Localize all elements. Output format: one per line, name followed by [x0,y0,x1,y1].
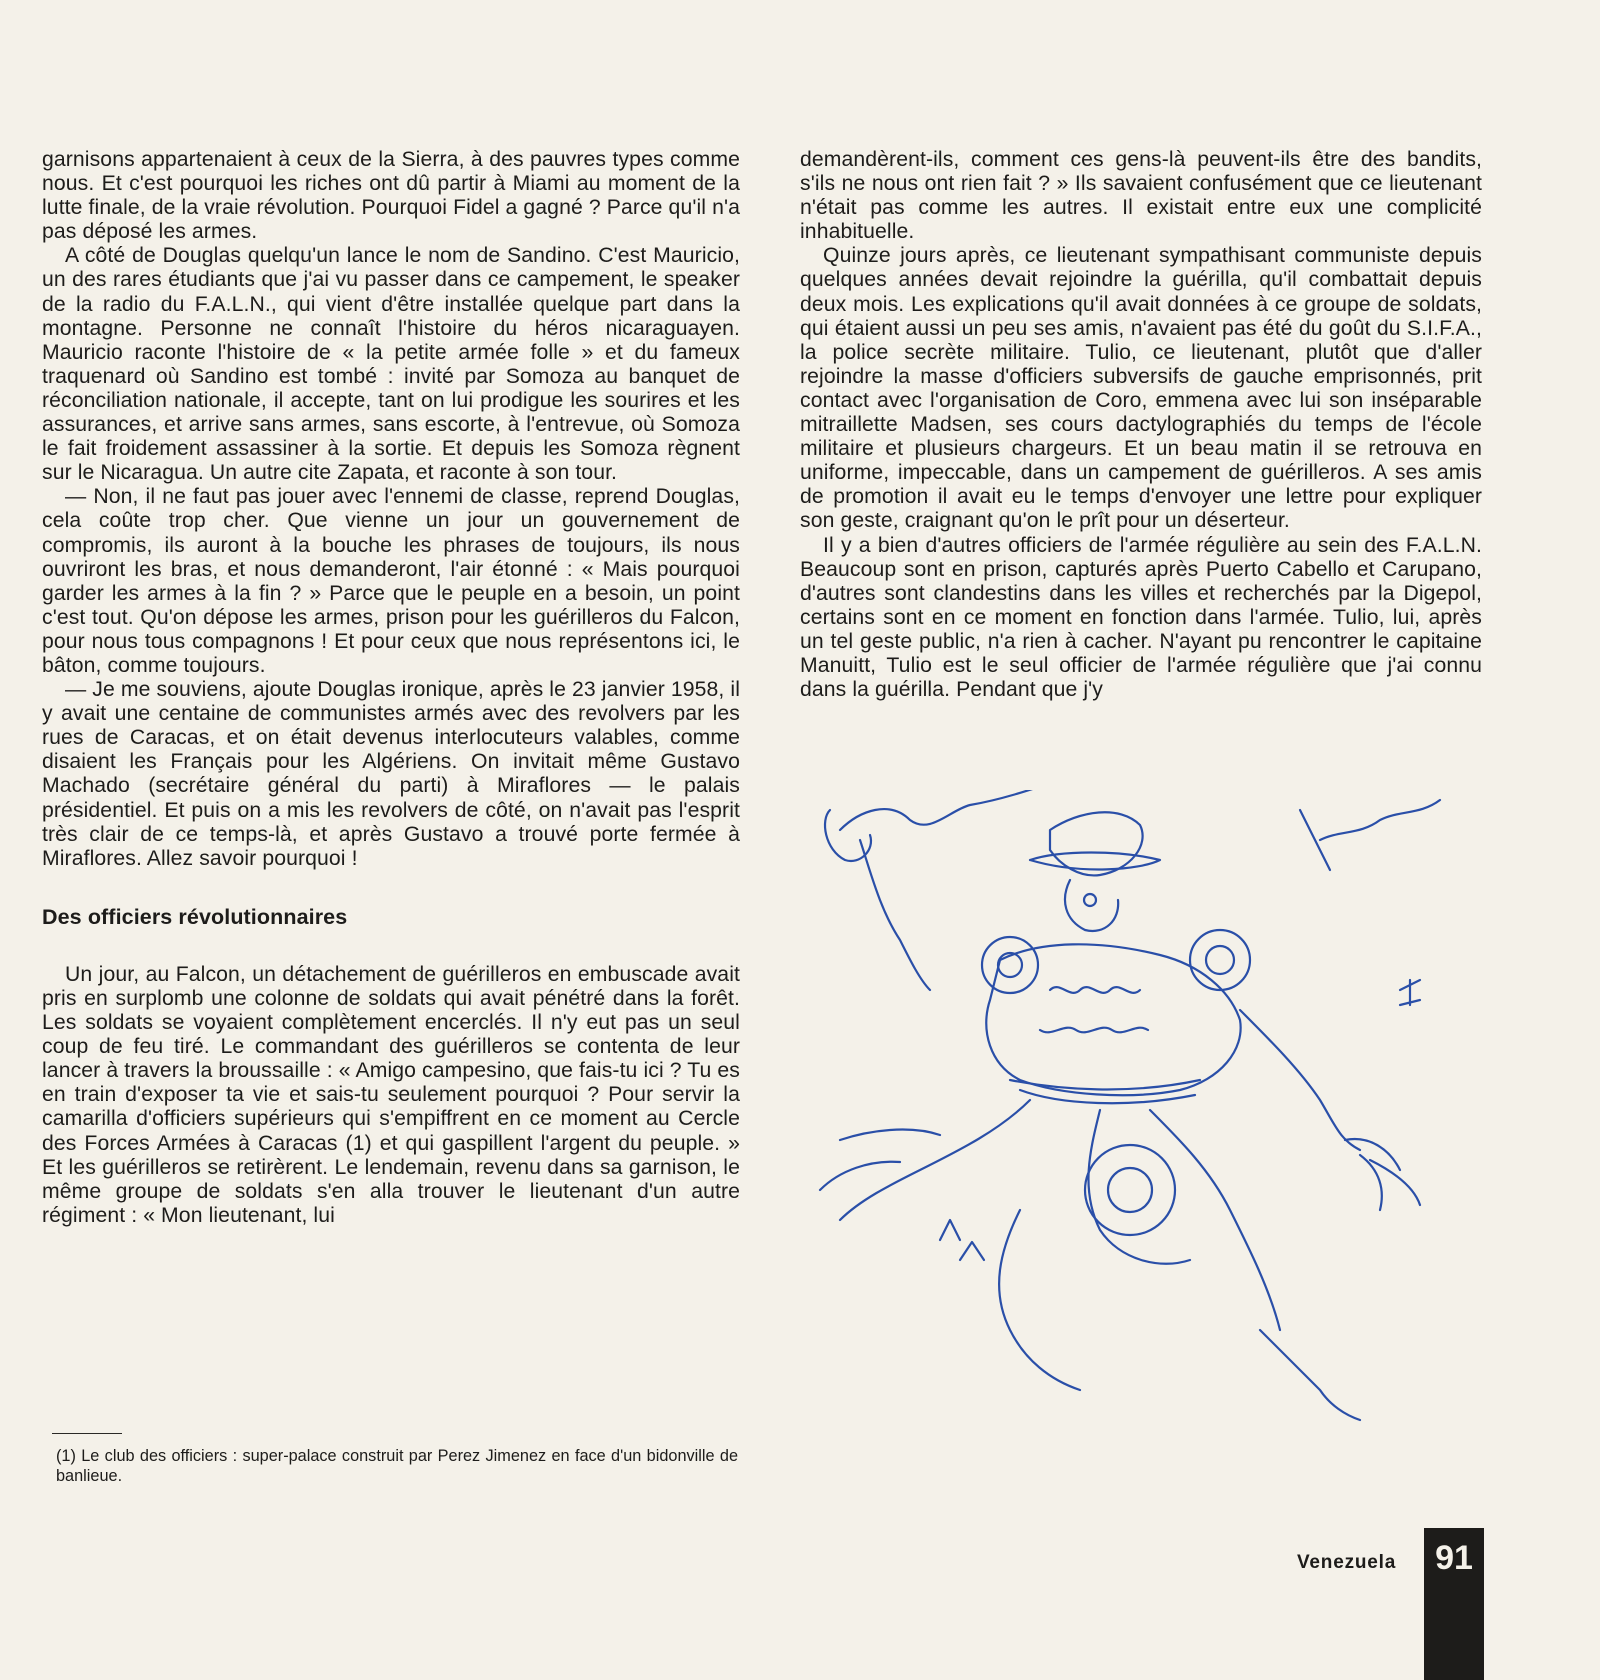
paragraph: — Je me souviens, ajoute Douglas ironique, après le 23 janvier 1958, il y avait une centaine de communistes armés avec des revolvers par les rues de Caracas, et on était devenus interlocuteurs valables, comme disaient les Français pour les Algériens. On invitait même Gustavo Machado (secrétaire général du parti) à Miraflores — le palais présidentiel. Et puis on a mis les revolvers de côté, on n'avait pas l'esprit très clair de ce temps-là, et après Gustavo a trouvé porte fermée à Miraflores. Allez savoir pourquoi ! [42,678,740,870]
footnote-divider [52,1433,122,1434]
paragraph: Il y a bien d'autres officiers de l'armée régulière au sein des F.A.L.N. Beaucoup sont en prison, capturés après Puerto Cabello et Carupano, d'autres sont clandestins dans les villes et recherchés par la Digepol, certains sont en ce moment en fonction dans l'armée. Tulio, lui, après un tel geste public, n'a rien à cacher. N'ayant pu rencontrer le capitaine Manuitt, Tulio est le seul officier de l'armée régulière que j'ai connu dans la guérilla. Pendant que j'y [800,533,1482,702]
section-heading: Des officiers révolutionnaires [42,904,348,929]
paragraph: Un jour, au Falcon, un détachement de guérilleros en embuscade avait pris en surplomb une colonne de soldats qui avait pénétré dans la forêt. Les soldats se voyaient complètement encerclés. Il n'y eut pas un seul coup de feu tiré. Le commandant des guérilleros se contenta de leur lancer à travers la broussaille : « Amigo campesino, que fais-tu ici ? Tu es en train d'exposer ta vie et sais-tu seulement pourquoi ? Pour servir la camarilla d'officiers supérieurs qui s'empiffrent en ce moment au Cercle des Forces Armées à Caracas (1) et qui gaspillent l'argent du peuple. » Et les guérilleros se retirèrent. Le lendemain, revenu dans sa garnison, le même groupe de soldats s'en alla trouver le lieutenant d'un autre régiment : « Mon lieutenant, lui [42,962,740,1227]
paragraph: garnisons appartenaient à ceux de la Sierra, à des pauvres types comme nous. Et c'est pourquoi les riches ont dû partir à Miami au moment de la lutte finale, de la vraie révolution. Pourquoi Fidel a gagné ? Parce qu'il n'a pas déposé les armes. [42,148,740,244]
section-label: Venezuela [1297,1552,1397,1573]
paragraph: demandèrent-ils, comment ces gens-là peuvent-ils être des bandits, s'ils ne nous ont rien fait ? » Ils savaient confusément que ce lieutenant n'était pas comme les autres. Il existait entre eux une complicité inhabituelle. [800,148,1482,244]
left-column [42,148,740,1228]
page-number: 91 [1435,1539,1473,1577]
paragraph: Quinze jours après, ce lieutenant sympathisant communiste depuis quelques années devait rejoindre la guérilla, qu'il combattait depuis deux mois. Les explications qu'il avait données à ce groupe de soldats, qui étaient aussi un peu ses amis, n'avaient pas été du goût du S.I.F.A., la police secrète militaire. Tulio, ce lieutenant, plutôt que d'aller rejoindre la masse d'officiers subversifs de gauche emprisonnés, prit contact avec l'organisation de Coro, emmena avec lui son inséparable mitraillette Madsen, ses cours dactylographiés du temps de l'école militaire et plusieurs chargeurs. Et un beau matin il se retrouva en uniforme, impeccable, dans un campement de guérilleros. A ses amis de promotion il avait eu le temps d'envoyer une lettre pour expliquer son geste, craignant qu'on le prît pour un déserteur. [800,244,1482,533]
footnote: (1) Le club des officiers : super-palace construit par Perez Jimenez en face d'un bidonville de banlieue. [56,1447,738,1485]
paragraph: A côté de Douglas quelqu'un lance le nom de Sandino. C'est Mauricio, un des rares étudiants que j'ai vu passer dans ce campement, le speaker de la radio du F.A.L.N., qui vient d'être installée quelque part dans la montagne. Personne ne connaît l'histoire du héros nicaraguayen. Mauricio raconte l'histoire de « la petite armée folle » et du fameux traquenard où Sandino est tombé : invité par Somoza au banquet de réconciliation nationale, il accepte, tant on lui prodigue les sourires et les assurances, et arrive sans armes, sans escorte, à l'entrevue, où Somoza le fait froidement assassiner à la sortie. Et depuis les Somoza règnent sur le Nicaragua. Un autre cite Zapata, et raconte à son tour. [42,244,740,485]
right-column [800,148,1482,702]
guerrilla-sketch-illustration [800,790,1500,1480]
paragraph: — Non, il ne faut pas jouer avec l'ennemi de classe, reprend Douglas, cela coûte trop cher. Que vienne un jour un gouvernement de compromis, ils auront à la bouche les phrases de toujours, ils nous ouvriront les bras, et nous demanderont, l'air étonné : « Mais pourquoi garder les armes à la fin ? » Parce que le peuple en a besoin, un point c'est tout. Qu'on dépose les armes, prison pour les guérilleros du Falcon, pour nous tous compagnons ! Et pour ceux que nous représentons ici, le bâton, comme toujours. [42,485,740,677]
